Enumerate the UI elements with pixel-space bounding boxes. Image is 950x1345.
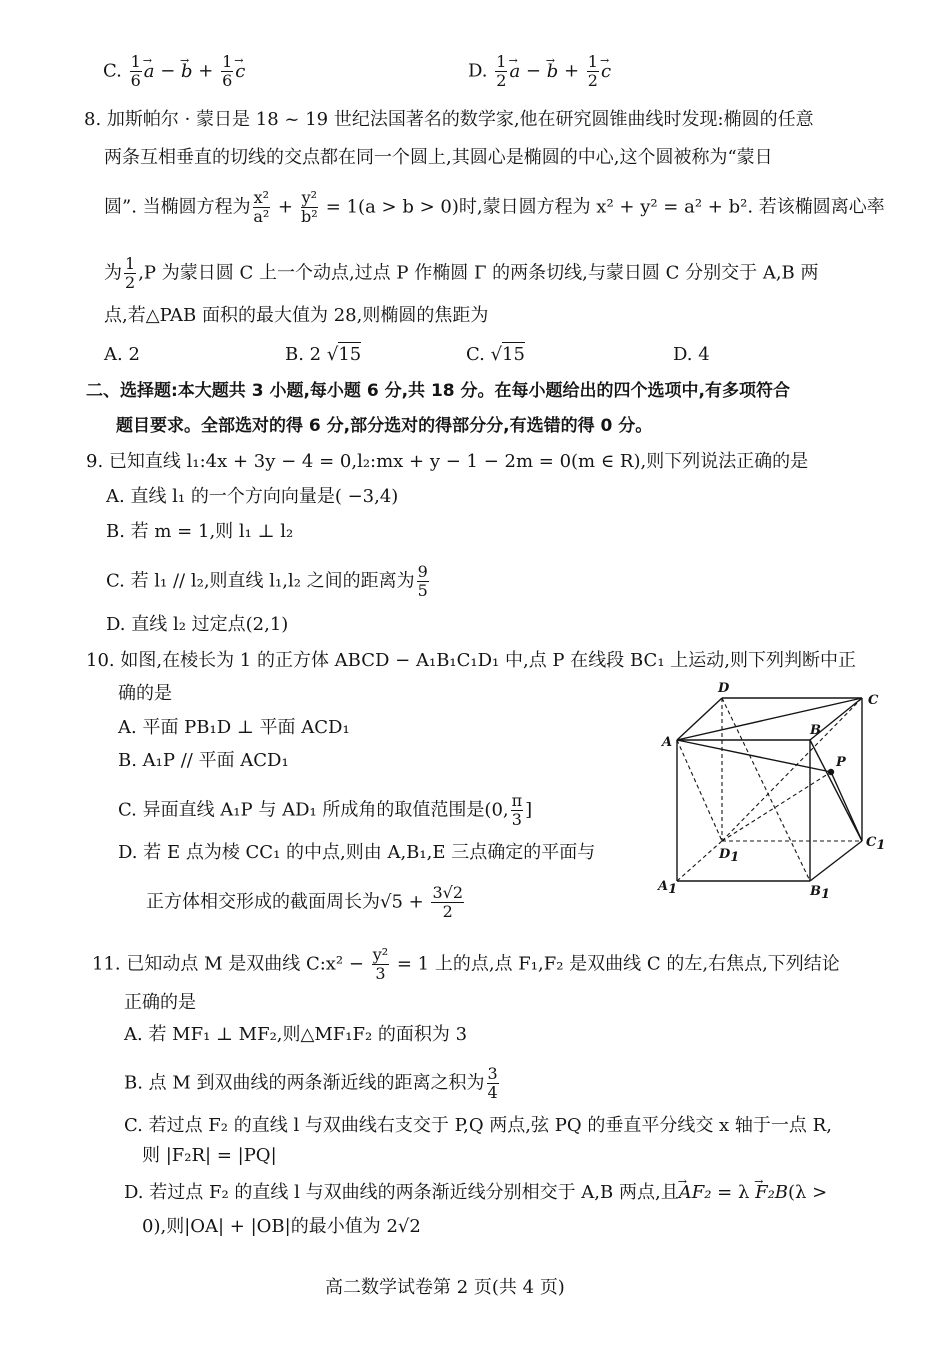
- q8-stem-line5: 点,若△PAB 面积的最大值为 28,则椭圆的焦距为: [104, 305, 489, 326]
- edge-b1c1: [810, 841, 862, 881]
- q8-stem-line2: 两条互相垂直的切线的交点都在同一个圆上,其圆心是椭圆的中心,这个圆被称为“蒙日: [104, 147, 773, 168]
- label-b1: B1: [810, 884, 831, 902]
- segment-d1p-hidden: [722, 772, 831, 841]
- q8-stem-line4: 为 $\frac{1}{2}$ ,P 为蒙日圆 C 上一个动点,过点 P 作椭圆 Γ 的两条切线,与蒙日圆 C 分别交于 A,B 两: [104, 254, 819, 292]
- label-p: P: [836, 755, 846, 770]
- q7-option-d: D. $\frac{1}{2}$ → a − → b + $\frac{1}{2}$ → c: [468, 54, 611, 89]
- label-b: B: [810, 723, 821, 738]
- q11-option-c-line2: 则 |F₂R| = |PQ|: [142, 1145, 277, 1166]
- label-c1: C1: [866, 835, 886, 853]
- q8-option-b: B. 2 √15: [285, 344, 362, 365]
- label-a: A: [662, 735, 673, 750]
- q10-option-c: C. 异面直线 A₁P 与 AD₁ 所成角的取值范围是(0, $\frac{\pi}{3}$ ]: [118, 791, 533, 829]
- segment-ap: [677, 740, 831, 772]
- point-p: [828, 769, 834, 775]
- q11-option-a: A. 若 MF₁ ⊥ MF₂,则△MF₁F₂ 的面积为 3: [124, 1024, 468, 1045]
- q10-stem-line2: 确的是: [118, 683, 172, 704]
- q11-option-d-line2: 0),则|OA| + |OB|的最小值为 2√2: [142, 1216, 421, 1237]
- q11-option-b: B. 点 M 到双曲线的两条渐近线的距离之积为 $\frac{3}{4}$: [124, 1064, 498, 1102]
- q9-stem: 9. 已知直线 l₁:4x + 3y − 4 = 0,l₂:mx + y − 1 − 2m = 0(m ∈ R),则下列说法正确的是: [86, 451, 809, 472]
- q8-option-a: A. 2: [104, 344, 140, 365]
- diagonal-ad1-hidden: [677, 740, 722, 841]
- q8-option-c: C. √15: [466, 344, 525, 365]
- segment-pc1: [831, 772, 862, 841]
- q9-option-b: B. 若 m = 1,则 l₁ ⊥ l₂: [106, 521, 294, 542]
- cube-figure: [650, 676, 890, 906]
- page-footer: 高二数学试卷第 2 页(共 4 页): [325, 1277, 565, 1298]
- q11-option-d-line1: D. 若过点 F₂ 的直线 l 与双曲线的两条渐近线分别相交于 A,B 两点,且→ AF₂ = λ → F₂B(λ >: [124, 1180, 827, 1206]
- q8-option-d: D. 4: [673, 344, 710, 365]
- q9-option-a: A. 直线 l₁ 的一个方向向量是( −3,4): [106, 486, 399, 507]
- q11-stem-line2: 正确的是: [124, 992, 196, 1013]
- q10-option-d-line1: D. 若 E 点为棱 CC₁ 的中点,则由 A,B₁,E 三点确定的平面与: [118, 842, 596, 863]
- label-d1: D1: [719, 847, 740, 865]
- edge-ad: [677, 698, 722, 740]
- q11-stem-line1: 11. 已知动点 M 是双曲线 C:x² − $\frac{\text{y²}}{3}$ = 1 上的点,点 F₁,F₂ 是双曲线 C 的左,右焦点,下列结论: [92, 945, 840, 983]
- section2-heading-line1: 二、选择题:本大题共 3 小题,每小题 6 分,共 18 分。在每小题给出的四个选项中,有多项符合: [86, 381, 790, 401]
- q9-option-d: D. 直线 l₂ 过定点(2,1): [106, 614, 289, 635]
- label-d: D: [718, 681, 730, 696]
- q11-option-c-line1: C. 若过点 F₂ 的直线 l 与双曲线右支交于 P,Q 两点,弦 PQ 的垂直平分线交 x 轴于一点 R,: [124, 1115, 832, 1136]
- q9-option-c: C. 若 l₁ // l₂,则直线 l₁,l₂ 之间的距离为 $\frac{9}{5}$: [106, 562, 428, 600]
- q7-option-c: C. $\frac{1}{6}$ → a − → b + $\frac{1}{6}$ → c: [103, 54, 245, 89]
- q8-stem-line3: 圆”. 当椭圆方程为 $\frac{\text{x²}}{\text{a²}}$ + $\frac{\text{y²}}{\text{b²}}$ = 1(a > b > 0)时,蒙日圆方程为 x² + y² = a² + b². 若该椭圆离心率: [104, 188, 885, 226]
- section2-heading-line2: 题目要求。全部选对的得 6 分,部分选对的得部分分,有选错的得 0 分。: [116, 416, 653, 436]
- q10-stem-line1: 10. 如图,在棱长为 1 的正方体 ABCD − A₁B₁C₁D₁ 中,点 P 在线段 BC₁ 上运动,则下列判断中正: [86, 650, 856, 671]
- q10-option-d-line2: 正方体相交形成的截面周长为√5 + $\frac{3√2}{2}$: [146, 883, 464, 921]
- label-a1: A1: [658, 879, 678, 897]
- q8-stem-line1: 8. 加斯帕尔 · 蒙日是 18 ~ 19 世纪法国著名的数学家,他在研究圆锥曲线时发现:椭圆的任意: [84, 109, 814, 130]
- diagonal-ac: [677, 698, 862, 740]
- q10-option-b: B. A₁P // 平面 ACD₁: [118, 750, 289, 771]
- label-c: C: [868, 693, 879, 708]
- edge-a1d1-hidden: [677, 841, 722, 881]
- q10-option-a: A. 平面 PB₁D ⊥ 平面 ACD₁: [118, 717, 350, 738]
